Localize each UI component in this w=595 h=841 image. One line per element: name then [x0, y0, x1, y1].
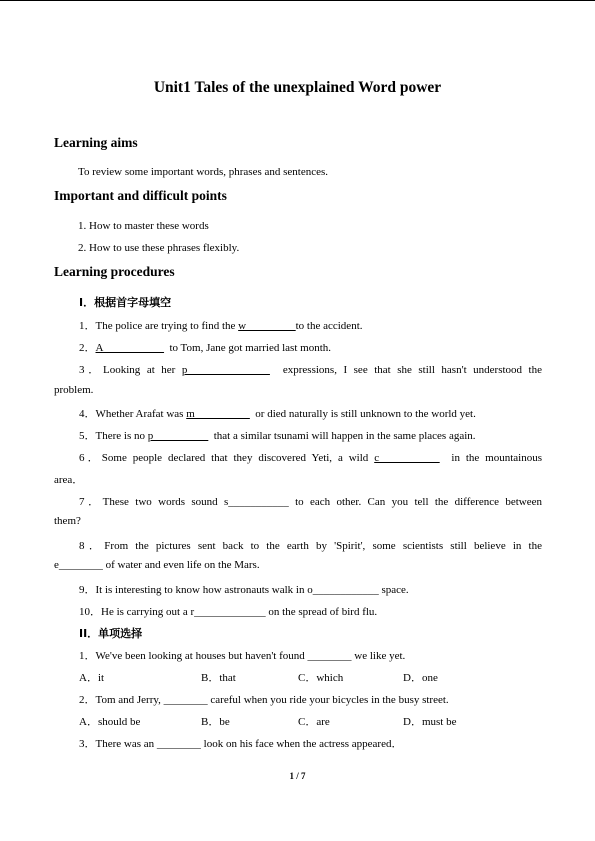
- question-7-cont: them?: [54, 515, 81, 527]
- question-3-cont: problem.: [54, 384, 94, 396]
- page-title: Unit1 Tales of the unexplained Word power: [153, 79, 442, 96]
- mc2-option-d: D．must be: [403, 716, 457, 728]
- question-10: 10．He is carrying out a r_____________ on the spread of bird flu.: [79, 606, 378, 618]
- top-border: [0, 0, 595, 1]
- question-6-cont: area．: [54, 474, 84, 486]
- question-9: 9．It is interesting to know how astronauts walk in o____________ space.: [79, 584, 409, 596]
- question-1: 1．The police are trying to find the w_________to the accident.: [79, 320, 363, 332]
- question-5: 5．There is no p__________ that a similar tsunami will happen in the same places again.: [79, 430, 476, 442]
- mc1-option-a: A．it: [79, 672, 105, 684]
- mc-question-2: 2．Tom and Jerry, ________ careful when you ride your bicycles in the busy street.: [79, 694, 449, 706]
- page-number: 1 / 7: [289, 771, 306, 781]
- mc2-option-c: C．are: [298, 716, 330, 728]
- question-8-cont: e________ of water and even life on the Mars.: [54, 559, 260, 571]
- question-7: 7．These two words sound s___________ to each other. Can you tell the difference between: [79, 496, 542, 508]
- mc1-option-b: B．that: [201, 672, 236, 684]
- points-item-2: 2. How to use these phrases flexibly.: [78, 242, 240, 254]
- mc2-option-b: B．be: [201, 716, 230, 728]
- section-2-title: II．单项选择: [79, 627, 143, 640]
- mc-question-1: 1．We've been looking at houses but haven't found ________ we like yet.: [79, 650, 406, 662]
- mc1-option-d: D．one: [403, 672, 438, 684]
- mc-question-3: 3．There was an ________ look on his face when the actress appeared．: [79, 738, 403, 750]
- question-6: 6．Some people declared that they discovered Yeti, a wild c___________ in the mountainous: [79, 452, 543, 464]
- section-1-title: I．根据首字母填空: [79, 296, 172, 309]
- points-heading: Important and difficult points: [54, 188, 227, 203]
- learning-aims-heading: Learning aims: [54, 135, 138, 150]
- points-item-1: 1. How to master these words: [78, 220, 209, 232]
- learning-aims-text: To review some important words, phrases and sentences.: [78, 166, 329, 178]
- mc2-option-a: A．should be: [79, 716, 141, 728]
- mc1-option-c: C．which: [298, 672, 344, 684]
- procedures-heading: Learning procedures: [54, 264, 175, 279]
- question-2: 2．A___________ to Tom, Jane got married last month.: [79, 342, 332, 354]
- question-8: 8．From the pictures sent back to the earth by 'Spirit', some scientists still believe in the: [79, 540, 542, 552]
- question-3: 3．Looking at her p_______________ expressions, I see that she still hasn't understood the: [79, 364, 542, 376]
- question-4: 4．Whether Arafat was m__________ or died naturally is still unknown to the world yet.: [79, 408, 476, 420]
